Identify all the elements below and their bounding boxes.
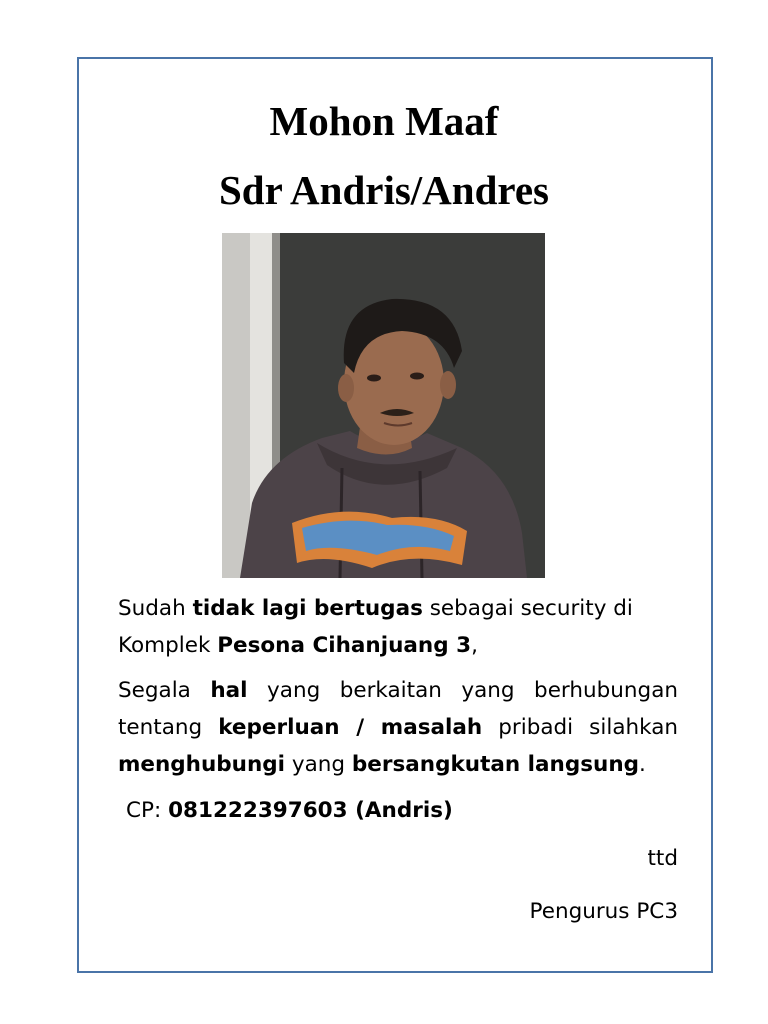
closing-ttd: ttd [647, 846, 678, 871]
instruction-bold-4: bersangkutan langsung [351, 752, 640, 777]
status-bold-1: tidak lagi bertugas [192, 596, 423, 621]
title-line-1: Mohon Maaf [269, 98, 499, 144]
signature: Pengurus PC3 [529, 899, 678, 924]
instruction-bold-3: menghubungi [118, 752, 286, 777]
contact-label: CP: [126, 798, 169, 823]
instruction-bold-2: keperluan / masalah [218, 715, 483, 740]
status-text-2: sebagai security di Komplek [118, 596, 633, 658]
instruction-text-2: yang berkaitan yang berhubungan tentang [118, 678, 678, 740]
instruction-text-1: Segala [118, 678, 211, 703]
contact-value: 081222397603 (Andris) [168, 798, 453, 823]
status-text-3: , [471, 633, 478, 658]
person-photo [222, 233, 545, 578]
instruction-paragraph [118, 672, 678, 783]
instruction-text-4: yang [285, 752, 352, 777]
status-bold-2: Pesona Cihanjuang 3 [217, 633, 472, 658]
status-paragraph [118, 590, 678, 664]
contact-line [126, 792, 686, 829]
title-line-2: Sdr Andris/Andres [218, 167, 550, 213]
instruction-bold-1: hal [210, 678, 248, 703]
instruction-text-3: pribadi silahkan [482, 715, 678, 740]
status-text-1: Sudah [118, 596, 193, 621]
instruction-text-5: . [639, 752, 646, 777]
